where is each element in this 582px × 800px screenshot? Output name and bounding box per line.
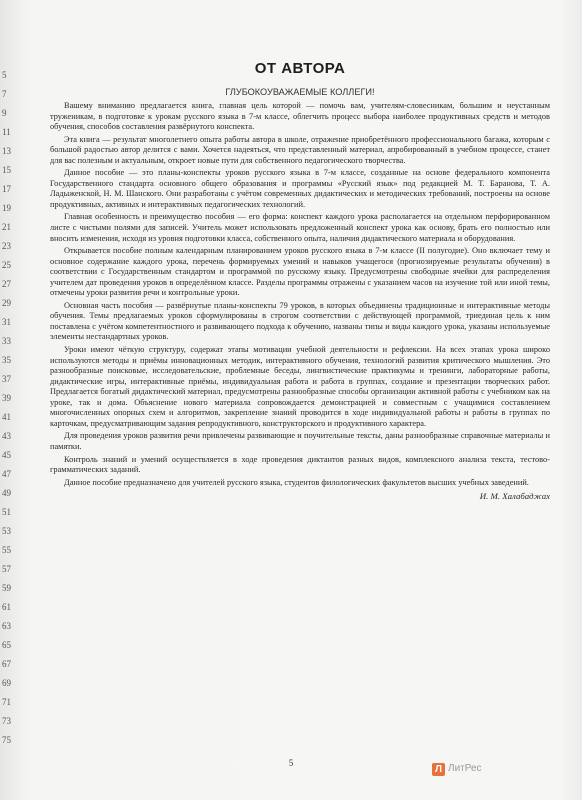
margin-number: 7 [2,89,7,99]
paragraph-7: Уроки имеют чёткую структуру, содержат этапы мотивации учебной деятельности и рефлексии. На всех этапах урока широко используются методы и приёмы инновационных методик, интерактивного обучения, технологий развития критического мышления. Это разнообразные поисковые, исследовательские, проблемные беседы, лингвистические практикумы и тренинги, лабораторные работы, дидактические игры, интерактивные приёмы, индивидуальная работа и работа в группах, создание и презентации творческих работ. Предлагается богатый дидактический материал, предусмотрены разнообразные способы организации активной работы с учебником как на уроке, так и дома. Объяснение нового материала сопровождается демонстрацией и совместным с учащимися составлением многочисленных опорных схем и алгоритмов, закрепление знаний проводится в ходе индивидуальной работы и работы в группах по карточкам, предусматривающим задания репродуктивного, конструкторского и продуктивного характера. [50,345,550,428]
margin-number: 51 [2,507,11,517]
page-subtitle: ГЛУБОКОУВАЖАЕМЫЕ КОЛЛЕГИ! [225,87,375,97]
margin-number: 13 [2,146,11,156]
margin-number: 61 [2,602,11,612]
margin-number: 59 [2,583,11,593]
margin-number: 37 [2,374,11,384]
margin-number: 69 [2,678,11,688]
margin-number: 35 [2,355,11,365]
margin-number: 45 [2,450,11,460]
margin-number: 25 [2,260,11,270]
margin-number: 29 [2,298,11,308]
margin-number: 21 [2,222,11,232]
margin-number: 33 [2,336,11,346]
margin-number: 11 [2,127,11,137]
margin-number: 73 [2,716,11,726]
margin-number: 75 [2,735,11,745]
paragraph-3: Данное пособие — это планы-конспекты уроков русского языка в 7-м классе, созданные на основе федерального компонента Государственного стандарта основного общего образования и программы «Русский язык» под редакцией М. Т. Баранова, Т. А. Ладыженской, Н. М. Шанского. Они разработаны с учётом современных дидактических и методических требований, построены на основе продуктивных, активных и интерактивных педагогических технологий. [50,168,550,209]
adjacent-page-margin-numbers [2,0,24,800]
paragraph-4: Главная особенность и преимущество пособия — его форма: конспект каждого урока располагается на отдельном перфорированном листе с чистыми полями для записей. Учитель может использовать предложенный конспект урока как основу, брать его полностью или вносить изменения, исходя из уровня подготовки класса, собственного опыта, наличия дидактического материала и оборудования. [50,212,550,243]
margin-number: 23 [2,241,11,251]
paragraph-5: Открывается пособие полным календарным планированием уроков русского языка в 7-м классе (II полугодие). Оно включает тему и основное содержание каждого урока, перечень формируемых умений и навыков учащегося (прогнозируемые результаты обучения) в соответствии с Государственным стандартом и программой по русскому языку. Предусмотрены свободные ячейки для распределения учителем дат проведения уроков в определённом классе. Разделы программы отражены с указанием часов на изучение той или иной темы, отмечены уроки развития речи и контрольные уроки. [50,246,550,298]
margin-number: 41 [2,412,11,422]
margin-number: 65 [2,640,11,650]
margin-number: 71 [2,697,11,707]
page-content [50,60,550,501]
margin-number: 47 [2,469,11,479]
paragraph-1: Вашему вниманию предлагается книга, главная цель которой — помочь вам, учителям-словесникам, большим и неустанным труженикам, в подготовке к урокам русского языка в 7-м классе, облегчить процесс выбора наиболее продуктивных средств и методов обучения, способов составления развёрнутого конспекта. [50,101,550,132]
margin-number: 49 [2,488,11,498]
margin-number: 67 [2,659,11,669]
margin-number: 55 [2,545,11,555]
paragraph-10: Данное пособие предназначено для учителей русского языка, студентов филологических факультетов высших учебных заведений. [64,477,529,487]
watermark-text: ЛитРес [448,763,482,774]
margin-number: 19 [2,203,11,213]
paragraph-9: Контроль знаний и умений осуществляется в ходе проведения диктантов разных видов, комплексного анализа текста, тестово-грамматических заданий. [50,454,550,475]
paragraph-8: Для проведения уроков развития речи привлечены развивающие и поучительные тексты, даны разнообразные справочные материалы и памятки. [50,431,550,451]
margin-number: 17 [2,184,11,194]
margin-number: 9 [2,108,7,118]
margin-number: 27 [2,279,11,289]
margin-number: 43 [2,431,11,441]
page-title: ОТ АВТОРА [254,60,346,77]
margin-number: 15 [2,165,11,175]
author-signature: И. М. Халабаджах [479,491,550,502]
paragraph-2: Эта книга — результат многолетнего опыта работы автора в школе, отражение приобретённого профессионального багажа, которым с большой радостью автор делится с вами. Хочется надеяться, что представленный материал, апробированный в учебном процессе, станет для вас полезным и актуальным, откроет новые пути для собственного педагогического творчества. [50,134,550,165]
margin-number: 39 [2,393,11,403]
litres-logo-icon: Л [432,763,445,776]
margin-number: 31 [2,317,11,327]
body-text [50,101,550,488]
margin-number: 53 [2,526,11,536]
paragraph-6: Основная часть пособия — развёрнутые планы-конспекты 79 уроков, в которых объединены традиционные и интерактивные методы обучения. Темы предлагаемых уроков сформулированы в строгом соответствии с действующей программой, триединая цель к ним поставлена с учётом компетентностного и развивающего подхода к обучению, названы типы и виды каждого урока, указаны используемые элементы нестандартных уроков. [50,300,550,342]
page-number: 5 [288,758,294,768]
margin-number: 63 [2,621,11,631]
margin-number: 5 [2,70,7,80]
margin-number: 57 [2,564,11,574]
